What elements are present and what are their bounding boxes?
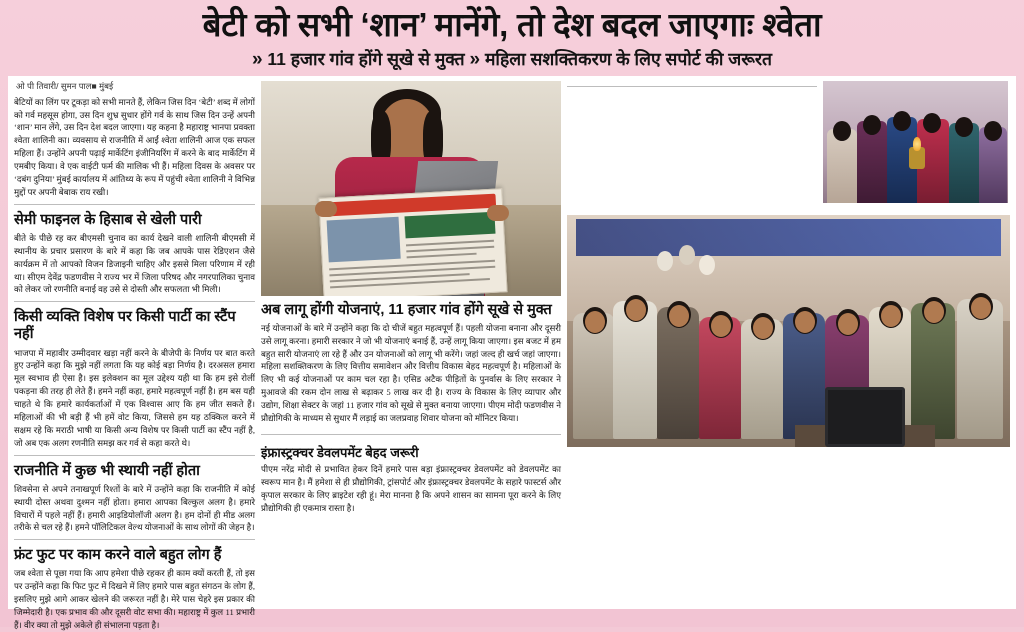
subheadline-left-text: 11 हजार गांव होंगे सूखे से मुक्त [267, 48, 465, 69]
left-subhead-1: सेमी फाइनल के हिसाब से खेली पारी [14, 211, 202, 228]
person-3-head [893, 111, 911, 131]
byline: ओ पी तिवारी/ सुमन पाल■ मुंबई [16, 80, 114, 91]
middle-paragraph-2: पीएम नरेंद्र मोदी से प्रभावित हेकर दिनें हमारे पास बड़ा इंफ्रास्ट्रक्चर डेवलपमेंट को डेवलपमेंट का स्वरूप मान है। मैं हमेशा से ही प्रौद्योगिकी, ट्रांसपोर्ट और इंफ्रास्ट्रक्चर डेवलपमेंट के सहारे फास्टर्स और कृपाल सरकार के लिए ब्राइटेश रही हूं। मेरा मानना है कि अपने शासन का सामना पूरा करने के लिए प्रौद्योगिकी ही एकमात्र रास्ता है। [261, 464, 561, 513]
computer-monitor [825, 387, 905, 447]
newspaper-prop [318, 188, 507, 296]
column-right [567, 81, 1010, 604]
divider-2 [14, 301, 255, 302]
lamp-flame-icon [913, 137, 921, 151]
person-4-head [923, 113, 941, 133]
photo-group-event [567, 215, 1010, 447]
column-middle [261, 81, 561, 604]
group-person-6-face [795, 311, 815, 333]
left-paragraph-2: भाजपा में महावीर उम्मीदवार खड़ा नहीं करने के बीजेपी के निर्णय पर बात करते हुए उन्होंने कहा कि मुझे नहीं लगता कि यह कोई बड़ा निर्णय है। दरअसल हमारा मूल स्वभाव ही ऐसा है। इस इलेक्शन का मूल उद्देश्य यही था कि हम इसे रोलीं पकड़ना की तरह ही लेते हैं। हमने नहीं कहा, हमारे महत्वपूर्ण नहीं है। हम बस यही चाहते थे कि हमारे कार्यकर्ताओं में एक विश्वास आए कि हम जीत सकते हैं। महिलाओं की भी बड़ी हैं भी हमें वोट किया, जिससे हम यह ठक्किल करने में सक्षम रहे कि मराठी भाषी या किसी अन्य विशेष पर किसी पार्टी का स्टैंप नहीं है, जो अब एक अलग रणनीति समझ कर गर्व से कहा करते थे। [14, 347, 255, 448]
group-person-10-face [971, 297, 991, 319]
group-person-5-face [753, 317, 773, 339]
page-subheadline [8, 47, 1016, 71]
left-subhead-2: किसी व्यक्ति विशेष पर किसी पार्टी का स्टैंप नहीं [14, 309, 236, 343]
newspaper-photo-block [327, 216, 401, 262]
photo-woman-reading-newspaper [261, 81, 561, 296]
newspaper-text-line [406, 245, 494, 252]
left-paragraph-1: बीते के पीछे रह कर बीएमसी चुनाव का कार्य देखने वाली शालिनी बीएमसी में स्थानीय के प्रचार प्रसारण के बारे में कहा कि जब आपके पास रेडिएशन जैसे कार्यक्रम में तो आपको विजन डिजाइनी चाहिए और इससे मिला परिणाम में रही था। सीएम देवेंद्र फडणवीस ने राज्य भर में जिला परिषद और नगरपालिका चुनाव को लेकर जो रणनीति बनाई वह उसे से दोस्ती और सफलता भी मिली। [14, 232, 255, 295]
person-6-head [984, 121, 1002, 141]
group-person-4-face [711, 315, 731, 337]
group-person-10 [957, 299, 1003, 439]
group-person-8-face [881, 305, 901, 327]
newspaper-text-line [407, 252, 477, 258]
right-text-column [567, 81, 817, 208]
page-headline: बेटी को सभी ‘शान’ मानेंगे, तो देश बदल जाएगाः श्वेता [202, 6, 822, 43]
right-photo-column [823, 81, 1010, 208]
balloon-icon [657, 251, 673, 271]
balloon-icon [679, 245, 695, 265]
person-2-head [863, 115, 881, 135]
newspaper-ad-block [404, 211, 495, 238]
left-subhead-4: फ्रंट फुट पर काम करने वाले बहुत लोग हैं [14, 547, 222, 564]
event-banner [576, 219, 1001, 256]
group-person-9-face [924, 301, 944, 323]
subject-hand-left [315, 201, 337, 217]
middle-subhead-2: इंफ्रास्ट्रक्चर डेवलपमेंट बेहद जरूरी [261, 444, 419, 460]
middle-subhead-1: अब लागू होंगी योजनाएं, 11 हजार गांव होंगे सूखे से मुक्त [261, 301, 552, 318]
bullet-icon-2: » [469, 48, 481, 70]
left-paragraph-4: जब श्वेता से पूछा गया कि आप हमेशा पीछे रहकर ही काम क्यों करती हैं, तो इस पर उन्होंने कहा कि फिट फुट में दिखने में लिए हमारे पास बहुत संगठन के लोग हैं, इसलिए मुझे आगे आकर खेलने की जरूरत नहीं है। मेरे पास चेहरे इस प्रकार की जिम्मेदारी है। एक प्रभाव की और दूसरी वोट सभा की। महाराष्ट्र में कुल 11 प्रभारी हैं। वीर क्या तो मुझे अकेले ही संभालना पड़ता है। [14, 568, 255, 631]
subject-hand-right [487, 205, 509, 221]
middle-paragraph-1: नई योजनाओं के बारे में उन्होंने कहा कि दो चीजें बहुत महत्वपूर्ण हैं। पहली योजना बनाना और दूसरी उसे लागू करना। हमारी सरकार ने जो भी योजनाएं बनाई हैं, उन्हें लागू किया जाएगा। इस बजट में हम बहुत सारी योजनाएं ला रहे हैं और उन योजनाओं को लागू भी करेंगे। जहां जल्द ही खर्च जहां जाएगा। महिला सशक्तिकरण के लिए वित्तीय समावेशन और वित्तीय विकास बेहद महत्वपूर्ण है। महिलाओं के लिए भी कई योजनाओं पर काम चल रहा है। एसिड अटैक पीड़ितों के पुनर्वास के लिए सरकार ने मुआवजे की रकम दोन लाख से बढ़ाकर 5 लाख कर दी है। राज्य के विकास के लिए व्यापार और उद्योग, शिक्षा सेक्टर के जहां 11 हजार गांव को सूखे से मुक्त बनाया जाएगा। पीएम मोदी फडणवीस ने प्रौद्योगिकी के माध्यम से सुधार मैं लड़ाई का जलप्रवाह शिवार योजना को मॉनिटर किया। [261, 322, 561, 423]
person-1-head [833, 121, 851, 141]
group-person-7-face [838, 313, 858, 335]
left-subhead-3: राजनीति में कुछ भी स्थायी नहीं होता [14, 462, 200, 479]
divider-6 [567, 86, 817, 87]
photo-lamp-lighting-ceremony [823, 81, 1008, 203]
subheadline-right-text: महिला सशक्तिकरण के लिए सपोर्ट की जरूरत [484, 48, 773, 69]
person-5-head [955, 117, 973, 137]
article-body [8, 76, 1016, 631]
divider-4 [14, 539, 255, 540]
left-intro-paragraph: बेटियों का लिंग पर टूकड़ा को सभी मानते हैं, लेकिन जिस दिन ‘बेटी’ शब्द में लोगों को गर्व महसूस होगा, उस दिन शुभ्र सुधार होंगे गर्व के साथ जिस दिन उन्हें अपनी ‘शान’ मान लेंगे, उस दिन देश बदल जाएगा। यह कहना है महाराष्ट्र भानपा प्रवक्ता श्वेता शालिनी का। व्यवसाय से राजनीति में आईं श्वेता शालिनी आज एक सफल महिला हैं। उन्होंने अपनी पढ़ाई मार्केटिंग इंजीनियरिंग में करने के बाद मार्केटिंग में एमबीए किया। वे एक वाईटी फर्म की मालिक भी हैं। महिला दिवस के अवसर पर ‘दबंग दुनिया’ मुंबई कार्यालय में आंतिथ्य के रूप में पहुंची श्वेता शालिनी ने विभिन्न मुद्दों पर अपनी बेबाक राय रखी। [14, 96, 255, 197]
balloon-icon [699, 255, 715, 275]
right-top-row [567, 81, 1010, 208]
divider-5 [261, 434, 561, 435]
group-person-3-face [669, 305, 689, 327]
newspaper-text-line [406, 239, 494, 246]
group-person-1-face [585, 311, 605, 333]
bullet-icon: » [251, 48, 263, 70]
divider-3 [14, 455, 255, 456]
divider [14, 204, 255, 205]
left-paragraph-3: शिवसेना से अपने तनाखपूर्ण रिश्तों के बारे में उन्होंने कहा कि राजनीति में कोई स्थायी दोस्त अथवा दुश्मन नहीं होता। हमारा आपका बिल्कुल अलग है। हमारे विचारों में पहले नहीं हैं। हमारी आइडियोलॉजी अलग है। हम दोनों ही मीड अलग तरीके से चल रहे हैं। हमने पॉलिटिकल वेल्थ योजनाओं के साथ लोगों की जेहन है। [14, 483, 255, 533]
group-person-2-face [626, 299, 646, 321]
column-left [14, 80, 255, 631]
